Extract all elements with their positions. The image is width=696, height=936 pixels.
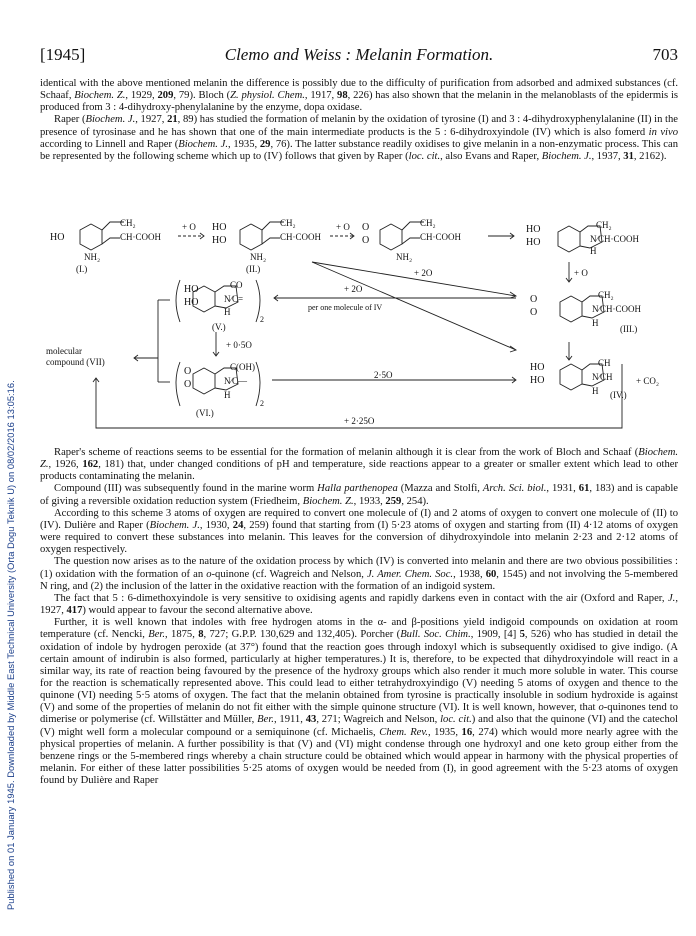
label-compound-IV: (IV.) — [610, 390, 627, 400]
label-plus-2o: + 2O — [344, 284, 363, 294]
body-text-top — [40, 78, 678, 163]
label-n-ch: N⁄CH — [592, 372, 613, 382]
label-ch2: CH₂ — [596, 220, 612, 230]
label-ho: HO — [526, 237, 541, 248]
paragraph: identical with the above mentioned melanin the difference is possibly due to the difficulty of purification from adsorbed and admixed substances (cf. Schaaf, Biochem. Z., 1929, 209, 79). Bloch (Z. physiol. Chem., 1917, 98, 226) has also shown that the melanin in the melanoblasts of the epidermis is produced from 3 : 4-dihydroxy-phenylalanine by the enzyme, dopa oxidase. — [40, 78, 679, 114]
paragraph: The question now arises as to the nature of the oxidation process by which (IV) is converted into melanin and there are two obvious possibilities : (1) oxidation with the formation of an o-quinone (cf. Wagreich and Nelson, J. Amer. Chem. Soc., 1938, 60, 1545) and not involving the 5-membered N ring, and (2) the inclusion of the latter in the oxidative reaction with the formation of an indigoid system. — [40, 556, 678, 592]
bracket-VI-left — [176, 362, 180, 406]
paragraph: Compound (III) was subsequently found in the marine worm Halla parthenopea (Mazza and Stolfi, Arch. Sci. biol., 1931, 61, 183) and is capable of giving a reversible oxidation reduction system (Friedheim, Biochem. Z., 1933, 259, 254). — [40, 483, 678, 507]
label-ch2: CH₂ — [598, 290, 614, 300]
label-compound-I: (I.) — [76, 264, 88, 274]
benzene-ring-III — [560, 296, 582, 322]
label-plus-225o: + 2·25O — [344, 416, 375, 426]
label-o: O — [362, 222, 370, 233]
label-nh2: NH₂ — [84, 252, 101, 262]
bracket-V-left — [176, 280, 180, 322]
label-sub-2: 2 — [260, 315, 264, 324]
label-o: O — [184, 366, 192, 377]
label-ho: HO — [526, 224, 541, 235]
label-ch2: CH₂ — [120, 218, 136, 228]
label-plus-o: + O — [336, 222, 350, 232]
label-molecular: molecular — [46, 346, 82, 356]
page-header — [40, 45, 678, 65]
label-ho: HO — [184, 297, 199, 308]
label-plus-05o: + 0·5O — [226, 340, 252, 350]
header-title: Clemo and Weiss : Melanin Formation. — [224, 45, 494, 64]
label-compound-II: (II.) — [246, 264, 261, 274]
label-h: H — [224, 390, 231, 400]
label-plus-co2: + CO₂ — [636, 376, 659, 386]
label-chcooh: CH·COOH — [280, 232, 322, 242]
paragraph: Raper's scheme of reactions seems to be essential for the formation of melanin although it is clear from the work of Bloch and Schaaf (Biochem. Z., 1926, 162, 181) that, under changed conditions of pH and temperature, side reactions appear to a greater or smaller extent which lead to other products contaminating the melanin. — [40, 447, 678, 483]
label-o: O — [530, 294, 538, 305]
paragraph: Further, it is well known that indoles with free hydrogen atoms in the α- and β-positions yield indigoid compounds on oxidation at room temperature (cf. Nencki, Ber., 1875, 8, 727; G.P.P. 130,629 and 132,405). Porcher (Bull. Soc. Chim., 1909, [4] 5, 526) who has studied in detail the oxidation of indole by hydrogen peroxide (at 37°) found that the reaction goes through indoxyl which is subsequently oxidised to give indigo. (A certain amount of indirubin is also formed, particularly at higher temperatures.) It is, therefore, to be expected that dihydroxyindole will react in a similar way, its rate of reaction being favoured by the presence of the hydroxy groups which also render it much more soluble in water. This course for the reaction is schematically represented above. This could lead to either tetrahydroxyindigo (V) needing 5 atoms of oxygen and thence to the quinone (VI) needing 5·5 atoms of oxygen. The fact that the melanin obtained from tyrosine is practically insoluble in sodium hydroxide is against (V) and some of the properties of melanin do not fit either with the simple quinone structure (VI). It is well known, however, that o-quinones tend to dimerise or polymerise (cf. Willstätter and Müller, Ber., 1911, 43, 271; Wagreich and Nelson, loc. cit.) and also that the quinone (VI) and the catechol (V) might well form a molecular compound or a semiquinone (cf. Michaelis, Chem. Rev., 1935, 16, 274) which would more nearly agree with the physical properties of melanin. A further possibility is that (V) and (VI) might condense through one hydroxyl and one keto group either from the benzene rings or the 5-membered rings whereby a chain structure could be obtained which would appear in harmony with the physical properties of melanin. For either of these latter possibilities 5·25 atoms of oxygen would be needed from (I), in good agreement with the 5·23 atoms of oxygen found by Dulière and Raper — [40, 617, 679, 787]
label-nh2: NH₂ — [396, 252, 413, 262]
label-n-chcooh: N⁄CH·COOH — [592, 304, 642, 314]
benzene-ring-II — [240, 224, 262, 250]
label-n-chcooh: N⁄CH·COOH — [590, 234, 640, 244]
label-compound-III: (III.) — [620, 324, 638, 334]
label-chcooh: CH·COOH — [120, 232, 162, 242]
label-compound-VI: (VI.) — [196, 408, 214, 418]
label-n-c-single: N⁄C— — [224, 376, 248, 386]
label-o: O — [362, 235, 370, 246]
label-o: O — [184, 379, 192, 390]
side-chain-IIq-2 — [402, 238, 420, 244]
paragraph: Raper (Biochem. J., 1927, 21, 89) has studied the formation of melanin by the oxidation of tyrosine (I) and 3 : 4-dihydroxyphenylalanine (II) in the presence of tyrosinase and he has shown that one of the main intermediate products is the 5 : 6-dihydroxyindole (IV) which is also fomerd in vivo according to Linnell and Raper (Biochem. J., 1935, 29, 76). The latter substance readily oxidises to give melanin in a non-enzymatic process. This can be represented by the following scheme which up to (IV) follows that given by Raper (loc. cit., also Evans and Raper, Biochem. J., 1937, 31, 2162). — [40, 114, 678, 162]
label-compound-V: (V.) — [212, 322, 226, 332]
label-nh2: NH₂ — [250, 252, 267, 262]
label-h: H — [592, 386, 599, 396]
label-compound-VII: compound (VII) — [46, 357, 105, 367]
label-25o: 2·5O — [374, 370, 393, 380]
label-o: O — [530, 307, 538, 318]
label-ho: HO — [212, 235, 227, 246]
label-ho: HO — [530, 375, 545, 386]
label-sub-2: 2 — [260, 399, 264, 408]
label-ch2: CH₂ — [280, 218, 296, 228]
label-ho: HO — [50, 232, 65, 243]
publication-sidebar: Published on 01 January 1945. Downloaded by Middle East Technical University (Orta Dogu Teknik U) on 08/02/2016 13:05:16. — [6, 380, 16, 910]
side-chain-II-2 — [262, 238, 280, 244]
benzene-ring-I — [80, 224, 102, 250]
side-chain-I-2 — [102, 238, 120, 244]
label-co: CO — [230, 280, 243, 290]
benzene-ring-IIIa — [558, 226, 580, 252]
label-ho: HO — [212, 222, 227, 233]
label-ch: CH — [598, 358, 611, 368]
label-h: H — [590, 246, 597, 256]
label-ch2: CH₂ — [420, 218, 436, 228]
label-per-one: per one molecule of IV — [308, 303, 383, 312]
paragraph: The fact that 5 : 6-dimethoxyindole is very sensitive to oxidising agents and rapidly darkens even in contact with the air (Oxford and Raper, J., 1927, 417) would appear to favour the second alternative above. — [40, 592, 678, 617]
benzene-ring-IV — [560, 364, 582, 390]
reaction-scheme — [40, 218, 690, 440]
label-ho: HO — [530, 362, 545, 373]
label-h: H — [592, 318, 599, 328]
header-year: [1945] — [40, 45, 86, 64]
label-plus-o: + O — [574, 268, 588, 278]
label-plus-o: + O — [182, 222, 196, 232]
label-n-c: N⁄C= — [224, 294, 244, 304]
body-text-bottom — [40, 447, 678, 787]
label-coh: C(OH) — [230, 362, 255, 372]
benzene-ring-IIq — [380, 224, 402, 250]
label-plus-2o: + 2O — [414, 268, 433, 278]
label-h: H — [224, 307, 231, 317]
benzene-ring-VI — [193, 368, 215, 394]
paragraph: According to this scheme 3 atoms of oxygen are required to convert one molecule of (I) and 2 atoms of oxygen to convert one molecule of (II) to (IV). Dulière and Raper (Biochem. J., 1930, 24, 259) found that starting from (I) 5·23 atoms of oxygen and starting from (II) 4·12 atoms of oxygen were required to convert these substances into melanin. This leaves for the conversion of dihydroxyindole into melanin 2·23 and 2·12 atoms of oxygen respectively. — [40, 507, 678, 556]
header-page-number: 703 — [652, 45, 678, 64]
label-chcooh: CH·COOH — [420, 232, 462, 242]
label-ho: HO — [184, 284, 199, 295]
